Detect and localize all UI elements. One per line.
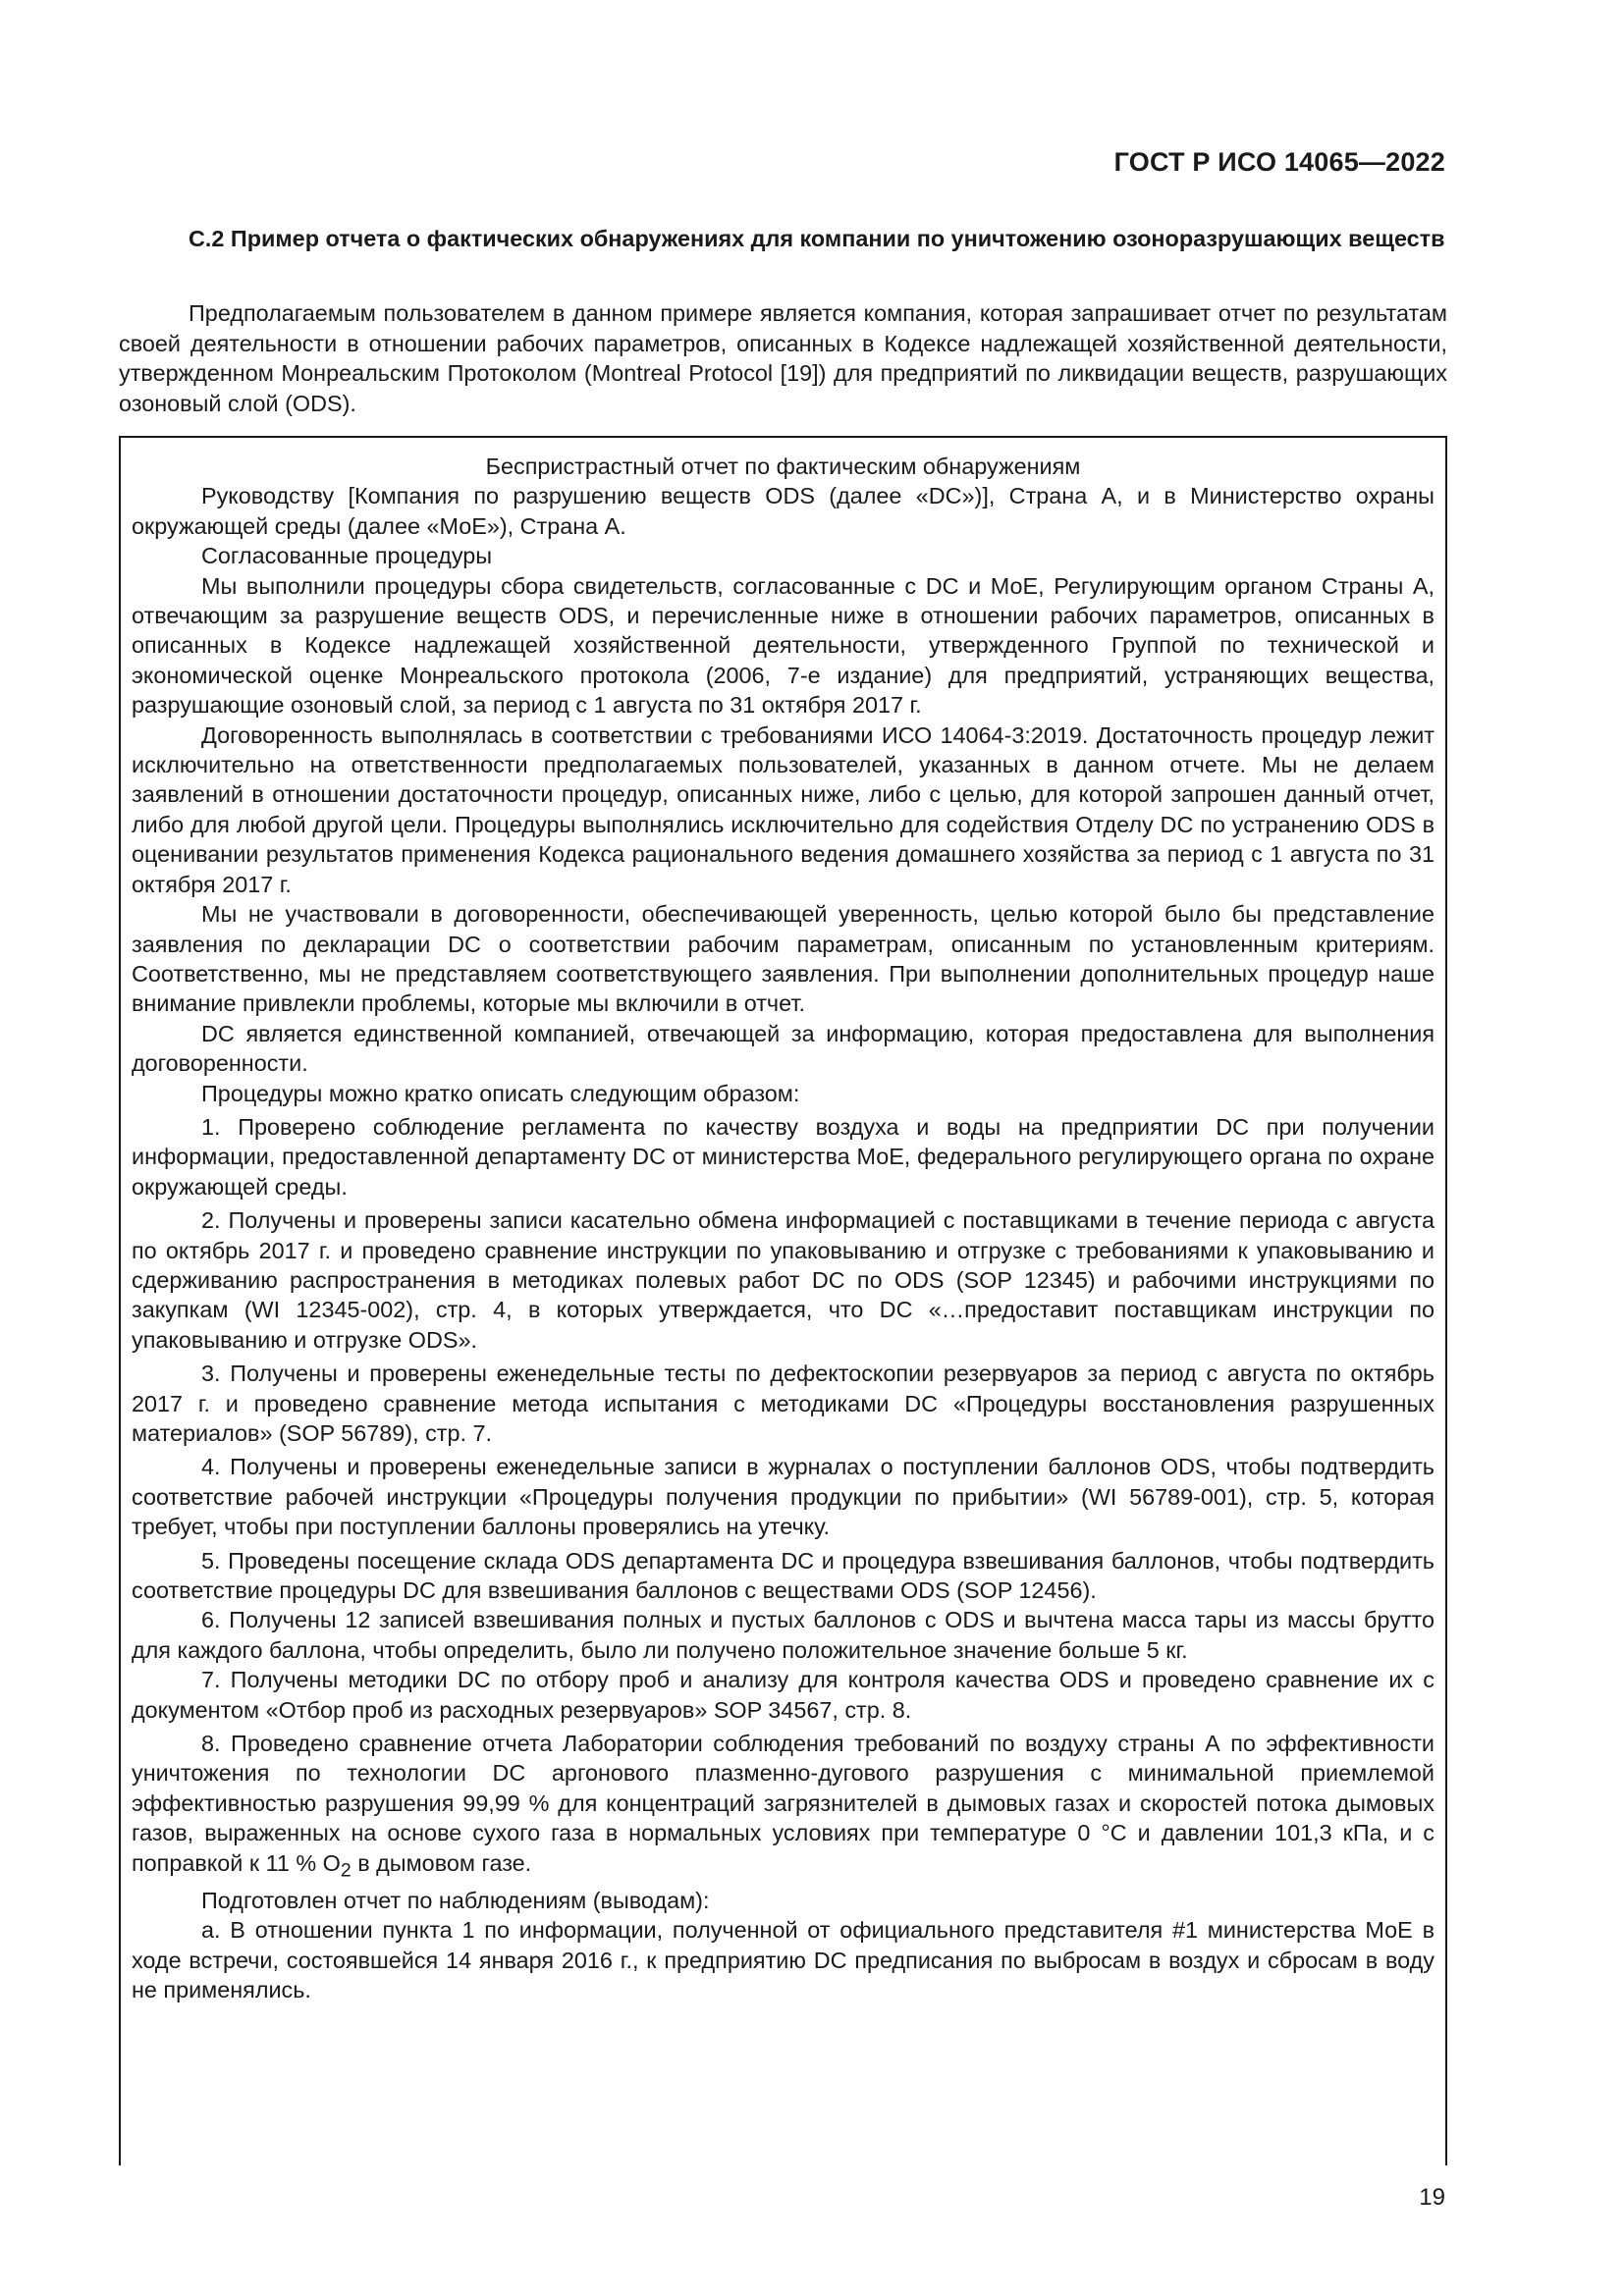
report-box (119, 436, 1447, 2165)
document-header: ГОСТ Р ИСО 14065—2022 (1113, 147, 1445, 177)
agreed-procedures-heading: Согласованные процедуры (201, 543, 493, 569)
finding-item: а. В отношении пункта 1 по информации, полученной от официального представителя #1 министерства МоЕ в ходе встречи, состоявшейся 14 января 2016 г., к предприятию DC предписания по выбросам в воздух и сбросам в воду не применялись. (132, 1917, 1435, 2002)
procedure-item: 1. Проверено соблюдение регламента по качеству воздуха и воды на предприятии DC при получении информации, предоставленной департаменту DC от министерства МоЕ, федерального регулирующего органа по охране окружающей среды. (132, 1113, 1435, 1200)
procedure-item: 6. Получены 12 записей взвешивания полных и пустых баллонов с ODS и вычтена масса тары из массы брутто для каждого баллона, чтобы определить, было ли получено положительное значение больше 5 кг. (132, 1607, 1435, 1663)
procedure-item: 7. Получены методики DC по отбору проб и анализу для контроля качества ODS и проведено сравнение их с документом «Отбор проб из расходных резервуаров» SOP 34567, стр. 8. (132, 1667, 1435, 1723)
procedure-item: 2. Получены и проверены записи касательно обмена информацией с поставщиками в течение периода с августа по октябрь 2017 г. и проведено сравнение инструкции по упаковыванию и отгрузке с требованиями к упаковыванию и сдерживанию распространения в методиках полевых работ DC по ODS (SOP 12345) и рабочими инструкциями по закупкам (WI 12345-002), стр. 4, в которых утверждается, что DC «…предоставит поставщикам инструкции по упаковыванию и отгрузке ODS». (132, 1207, 1435, 1353)
procedures-intro: Процедуры можно кратко описать следующим образом: (201, 1080, 800, 1106)
report-paragraph: Мы выполнили процедуры сбора свидетельств, согласованные с DC и МоЕ, Регулирующим органом Страны А, отвечающим за разрушение веществ ODS, и перечисленные ниже в отношении рабочих параметров, описанных в описанных в Кодексе надлежащей хозяйственной деятельности, утвержденного Группой по технической и экономической оценке Монреальского протокола (2006, 7-е издание) для предприятий, устраняющих вещества, разрушающие озоновый слой, за период с 1 августа по 31 октября 2017 г. (132, 572, 1435, 719)
report-content (121, 438, 1445, 2004)
procedure-item-text: 8. Проведено сравнение отчета Лаборатории соблюдения требований по воздуху страны А по эффективности уничтожения по технологии DC аргонового плазменно-дугового разрушения с минимальной приемлемой эффективностью разрушения 99,99 % для концентраций загрязнителей в дымовых газах и скоростей потока дымовых газов, выраженных на основе сухого газа в нормальных условиях при температуре 0 °С и давлении 101,3 кПа, и с поправкой к 11 % O (132, 1731, 1435, 1876)
subscript: 2 (340, 1859, 352, 1882)
report-paragraph: DC является единственной компанией, отвечающей за информацию, которая предоставлена для выполнения договоренности. (132, 1020, 1435, 1077)
report-addressee: Руководству [Компания по разрушению веществ ODS (далее «DC»)], Страна А, и в Министерство охраны окружающей среды (далее «МоЕ»), Страна А. (132, 483, 1435, 539)
section-title: С.2 Пример отчета о фактических обнаружениях для компании по уничтожению озоноразрушающих веществ (189, 226, 1445, 251)
procedure-item (132, 1729, 1435, 1886)
intro-paragraph: Предполагаемым пользователем в данном примере является компания, которая запрашивает отчет по результатам своей деятельности в отношении рабочих параметров, описанных в Кодексе надлежащей хозяйственной деятельности, утвержденном Монреальским Протоколом (Montreal Protocol [19]) для предприятий по ликвидации веществ, разрушающих озоновый слой (ODS). (119, 300, 1447, 416)
procedure-item: 5. Проведены посещение склада ODS департамента DC и процедура взвешивания баллонов, чтобы подтвердить соответствие процедуры DC для взвешивания баллонов с веществами ODS (SOP 12456). (132, 1547, 1435, 1604)
procedure-item: 3. Получены и проверены еженедельные тесты по дефектоскопии резервуаров за период с августа по октябрь 2017 г. и проведено сравнение метода испытания с методиками DC «Процедуры восстановления разрушенных материалов» (SOP 56789), стр. 7. (132, 1361, 1435, 1446)
report-paragraph: Договоренность выполнялась в соответствии с требованиями ИСО 14064-3:2019. Достаточность процедур лежит исключительно на ответственности предполагаемых пользователей, указанных в данном отчете. Мы не делаем заявлений в отношении достаточности процедур, описанных ниже, либо с целью, для которой запрошен данный отчет, либо для любой другой цели. Процедуры выполнялись исключительно для содействия Отделу DC по устранению ODS в оценивании результатов применения Кодекса рационального ведения домашнего хозяйства за период с 1 августа по 31 октября 2017 г. (132, 721, 1435, 897)
report-title: Беспристрастный отчет по фактическим обнаружениям (485, 454, 1081, 479)
report-paragraph: Мы не участвовали в договоренности, обеспечивающей уверенность, целью которой было бы представление заявления по декларации DC о соответствии рабочим параметрам, описанным по установленным критериям. Соответственно, мы не представляем соответствующего заявления. При выполнении дополнительных процедур наше внимание привлекли проблемы, которые мы включили в отчет. (132, 901, 1435, 1017)
page-number: 19 (1419, 2184, 1445, 2211)
findings-heading: Подготовлен отчет по наблюдениям (выводам): (201, 1887, 710, 1913)
procedure-item: 4. Получены и проверены еженедельные записи в журналах о поступлении баллонов ODS, чтобы подтвердить соответствие рабочей инструкции «Процедуры получения продукции по прибытии» (WI 56789-001), стр. 5, которая требует, чтобы при поступлении баллоны проверялись на утечку. (132, 1454, 1435, 1540)
procedure-item-tail: в дымовом газе. (351, 1849, 532, 1876)
